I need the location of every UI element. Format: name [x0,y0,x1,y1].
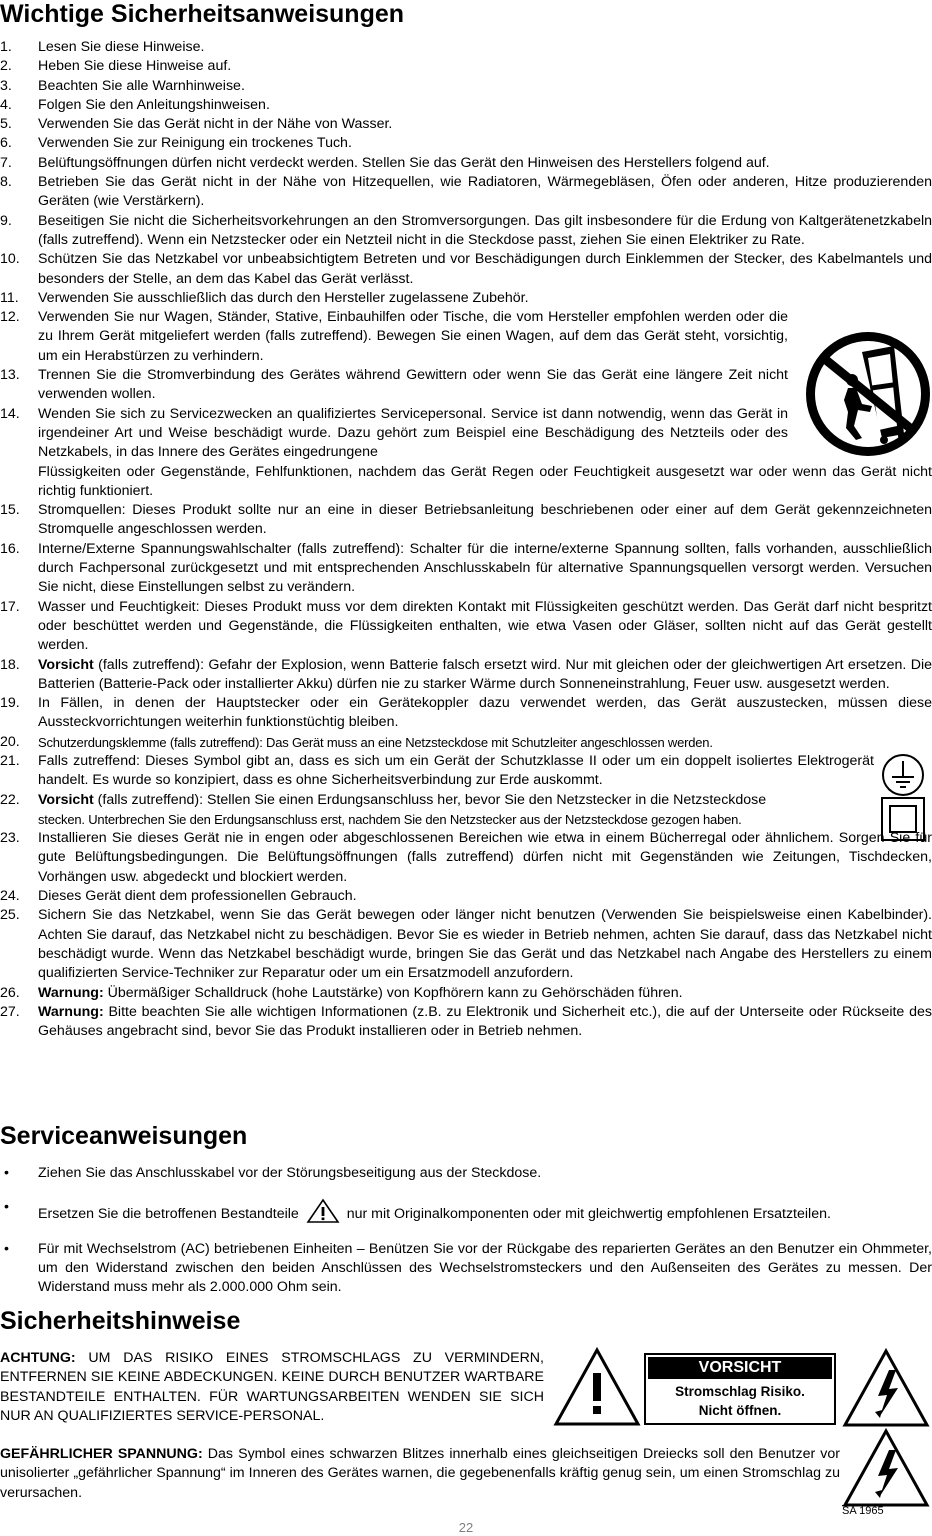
list-item: 24. Dieses Gerät dient dem professionellen Gebrauch. [0,888,357,905]
list-item: 27. Warnung: Bitte beachten Sie alle wichtigen Informationen (z.B. zu Elektronik und Sicherheit etc.), die auf der Unterseite oder Rückseite des Gehäuses angebracht sind, bevor Sie das Produkt installieren oder in Betrieb nehmen. [0,1003,932,1040]
list-item: 7. Belüftungsöffnungen dürfen nicht verdeckt werden. Stellen Sie das Gerät den Hinweisen des Herstellers folgend auf. [0,154,770,171]
list-item: 10. Schützen Sie das Netzkabel vor unbeabsichtigtem Betreten und vor Beschädigungen durch Einklemmen der Stecker, des Kabelmantels und besonders der Stelle, an dem das Kabel das Gerät verlässt. [0,251,932,287]
safety-list [0,38,932,1041]
list-item: 19. In Fällen, in denen der Hauptstecker oder ein Gerätekoppler dazu verwendet werden, das Gerät auszustecken, müssen diese Aussteckvorrichtungen weiterhin funktionstüchtig bleiben. [0,695,932,731]
caution-paragraph: ACHTUNG: UM DAS RISIKO EINES STROMSCHLAGS ZU VERMINDERN, ENTFERNEN SIE KEINE ABDECKUNGEN. KEINE DURCH BENUTZER WARTBARE BESTANDTEILE ENTHALTEN. FÜR WARTUNGSARBEITEN WENDEN SIE SICH NUR AN QUALIFIZIERTES SERVICE-PERSONAL. [0,1350,544,1424]
list-item: 25. Sichern Sie das Netzkabel, wenn Sie das Gerät bewegen oder länger nicht benutzen (Verwenden Sie beispielsweise einen Kabelbinder). Achten Sie darauf, das Netzkabel nicht zu beschädigen. Bevor Sie es wieder in Betrieb nehmen, achten Sie darauf, dass das Netzkabel nicht beschädigt wurde. Wenn das Netzkabel beschädigt wurde, bringen Sie das Gerät und das Netzkabel nach Angabe des Herstellers zu einem qualifizierten Service-Techniker zur Reparatur oder um ein Ersatzmodell anzufordern. [0,907,932,982]
list-item: 22. Vorsicht (falls zutreffend): Stellen Sie einen Erdungsanschluss her, bevor Sie den Netzstecker in die Netzsteckdose stecken. Unterbrechen Sie den Erdungsanschluss erst, nachdem Sie den Netzstecker aus der Netzsteckdose gezogen haben. [0,791,767,827]
list-item: • Für mit Wechselstrom (AC) betriebenen Einheiten – Benützen Sie vor der Rückgabe des reparierten Gerätes an den Benutzer ein Ohmmeter, um den Widerstand zwischen den beiden Anschlüssen des Wechselstromsteckers und den Außenseiten des Gerätes zu messen. Der Widerstand muss mehr als 2.000.000 Ohm sein. [4,1240,932,1296]
list-item: 11. Verwenden Sie ausschließlich das durch den Hersteller zugelassene Zubehör. [0,289,529,306]
vorsicht-heading: VORSICHT [648,1357,832,1379]
list-item: 23. Installieren Sie dieses Gerät nie in engen oder abgeschlossenen Bereichen wie etwa in einem Bücherregal oder ähnlichem. Sorgen Sie für gute Belüftungsbedingungen. Die Belüftungsöffnungen (falls zutreffend) dürfen nicht mit Gegenständen wie Zeitungen, Tischdecken, Vorhängen usw. abgedeckt und blockiert werden. [0,830,932,885]
vorsicht-label [644,1353,836,1425]
list-item: 21. Falls zutreffend: Dieses Symbol gibt an, dass es sich um ein Gerät der Schutzklasse II oder um ein doppelt isoliertes Elektrogerät handelt. Es wurde so konzipiert, dass es ohne Sicherheitsverbindung zur Erde auskommt. [0,752,874,789]
list-item: 6. Verwenden Sie zur Reinigung ein trockenes Tuch. [0,135,352,152]
list-item: 9. Beseitigen Sie nicht die Sicherheitsvorkehrungen an den Stromversorgungen. Das gilt insbesondere für die Erdung von Kaltgerätenetzkabeln (falls zutreffend). Wenn ein Netzstecker oder ein Netzteil nicht in die Steckdose passt, ziehen Sie einen Elektriker zu Rate. [0,212,932,248]
list-item: 8. Betrieben Sie das Gerät nicht in der Nähe von Hitzequellen, wie Radiatoren, Wärmegebläsen, Öfen oder anderen, Hitze produzierenden Geräten (wie Verstärkern). [0,174,932,210]
lightning-triangle-icon [842,1348,930,1428]
vorsicht-line2: Nicht öffnen. [698,1403,782,1418]
list-item: • Ersetzen Sie die betroffenen Bestandteile nur mit Originalkomponenten oder mit gleichwertig empfohlenen Ersatzteilen. [4,1199,831,1223]
list-item: • Ziehen Sie das Anschlusskabel vor der Störungsbeseitigung aus der Steckdose. [4,1165,542,1181]
list-item: 16. Interne/Externe Spannungswahlschalter (falls zutreffend): Schalter für die interne/externe Spannung sollten, falls vorhanden, ausschließlich durch Fachpersonal zurückgesetzt und mit entsprechenden Anschlusskabeln für alternative Spannungsquellen versorgt werden. Versuchen Sie nicht, diese Einstellungen selbst zu verändern. [0,540,932,596]
service-list [0,1164,932,1297]
list-item: 5. Verwenden Sie das Gerät nicht in der Nähe von Wasser. [0,116,393,133]
list-item: 4. Folgen Sie den Anleitungshinweisen. [0,96,270,113]
warning-triangle-icon [306,1198,340,1224]
lightning-triangle-icon [842,1428,930,1508]
list-item: 13. Trennen Sie die Stromverbindung des Gerätes während Gewittern oder wenn Sie das Gerät eine längere Zeit nicht verwenden wollen. [0,367,788,403]
list-item: 3. Beachten Sie alle Warnhinweise. [0,77,245,94]
sa-code: SA 1965 [842,1505,884,1517]
list-item: 1. Lesen Sie diese Hinweise. [0,39,205,55]
section-title-service: Serviceanweisungen [0,1122,248,1150]
list-item: 17. Wasser und Feuchtigkeit: Dieses Produkt muss vor dem direkten Kontakt mit Flüssigkeiten geschützt werden. Das Gerät darf nicht bespritzt oder beschüttet werden und Gegenstände, die Flüssigkeiten enthalten, wie etwa Vasen oder Gläser, sollten nicht auf das Gerät gestellt werden. [0,598,932,654]
vorsicht-line1: Stromschlag Risiko. [675,1384,805,1399]
class-ii-icon [880,796,926,842]
cart-tipover-icon [804,330,932,458]
list-item: 15. Stromquellen: Dieses Produkt sollte nur an eine in dieser Betriebsanleitung beschriebenen oder einer auf dem Gerät gekennzeichneten Stromquelle angeschlossen werden. [0,502,932,538]
list-item: 20. Schutzerdungsklemme (falls zutreffend): Das Gerät muss an eine Netzsteckdose mit Schutzleiter angeschlossen werden. [0,733,713,750]
section-title-safety: Wichtige Sicherheitsanweisungen [0,0,405,28]
list-item: 14. Wenden Sie sich zu Servicezwecken an qualifiziertes Servicepersonal. Service ist dann notwendig, wenn das Gerät in irgendeiner Art und Weise beschädigt wurde. Dazu gehört zum Beispiel eine Beschädigung des Netzteils oder des Netzkabels, in das Innere des Gerätes eingedrungene Flüssigkeiten oder Gegenstände, Fehlfunktionen, nachdem das Gerät Regen oder Feuchtigkeit ausgesetzt war oder wenn das Gerät nicht richtig funktioniert. [0,405,932,499]
list-item: 18. Vorsicht (falls zutreffend): Gefahr der Explosion, wenn Batterie falsch ersetzt wird. Nur mit gleichen oder der gleichwertigen Art ersetzen. Die Batterien (Batterie-Pack oder installierter Akku) dürfen nie zu starker Wärme durch Sonneneinstrahlung, Feuer usw. ausgesetzt werden. [0,656,932,692]
exclamation-triangle-icon [553,1347,641,1427]
voltage-paragraph: GEFÄHRLICHER SPANNUNG: Das Symbol eines schwarzen Blitzes innerhalb eines gleichseitigen Dreiecks soll den Benutzer vor unisolierter „gefährlicher Spannung“ im Inneren des Gerätes warnen, die gegebenenfalls kräftig genug sein, um einen Stromschlag zu verursachen. [0,1446,840,1501]
protective-earth-icon [880,752,926,798]
page-number: 22 [458,1520,474,1535]
list-item: 2. Heben Sie diese Hinweise auf. [0,58,232,75]
section-title-safety-notes: Sicherheitshinweise [0,1307,241,1335]
list-item: 12. Verwenden Sie nur Wagen, Ständer, Stative, Einbauhilfen oder Tische, die vom Hersteller empfohlen werden oder die zu Ihrem Gerät mitgeliefert werden (falls zutreffend). Bewegen Sie einen Wagen, auf dem das Gerät steht, vorsichtig, um ein Herabstürzen zu verhindern. [0,309,788,364]
list-item: 26. Warnung: Übermäßiger Schalldruck (hohe Lautstärke) von Kopfhörern kann zu Gehörschäden führen. [0,984,683,1001]
